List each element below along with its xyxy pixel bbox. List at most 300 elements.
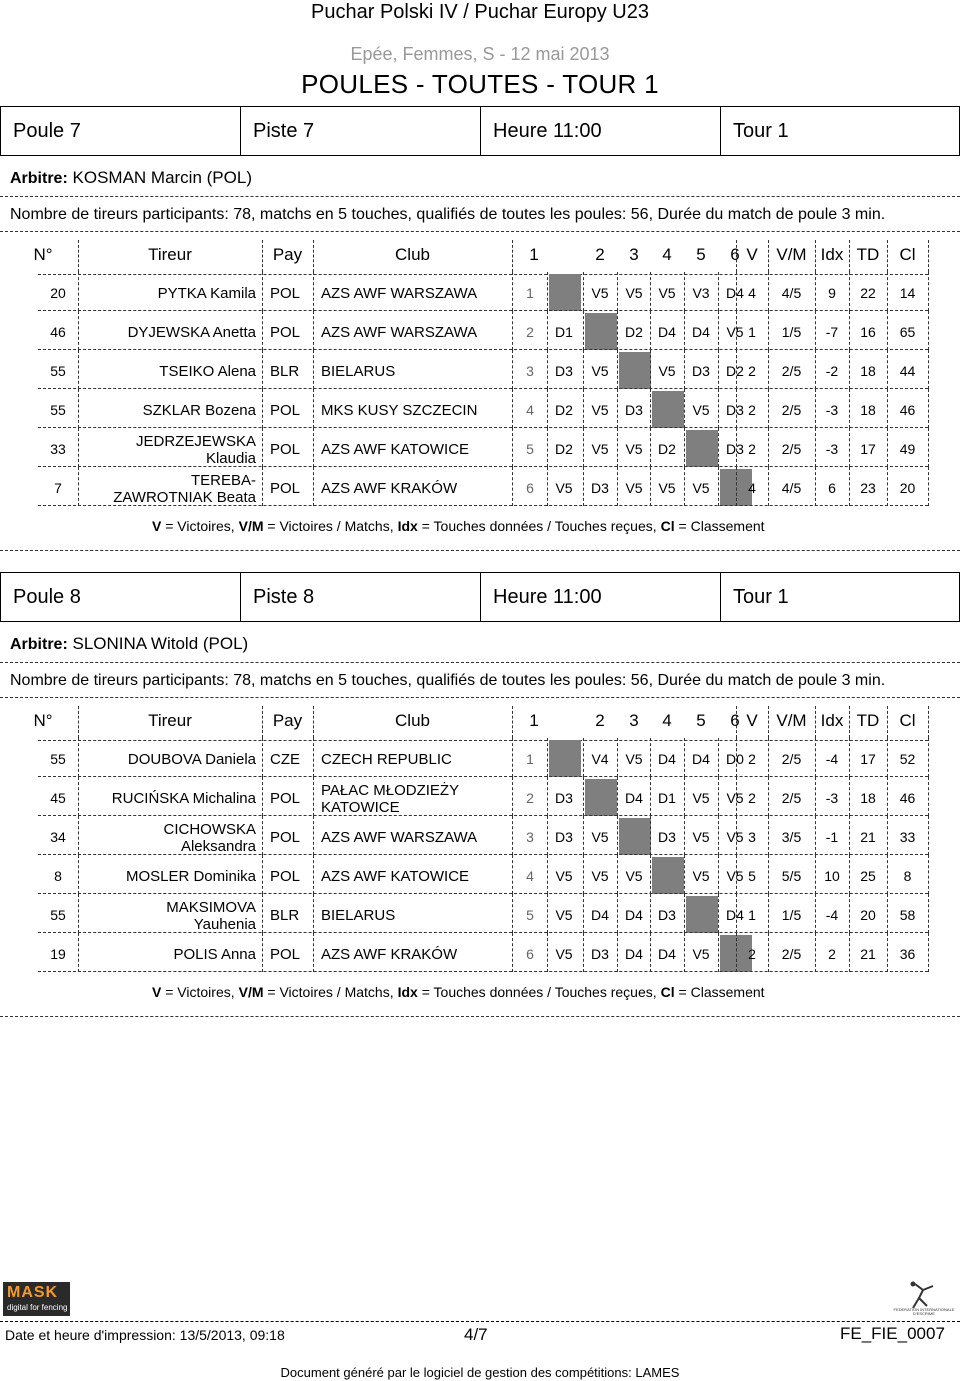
bout-separator bbox=[684, 933, 685, 972]
col-separator bbox=[512, 350, 513, 389]
col-separator bbox=[815, 389, 816, 428]
col-num: N° bbox=[33, 245, 53, 264]
col-separator bbox=[262, 350, 263, 389]
pool-end-divider bbox=[0, 1016, 960, 1017]
bout-separator bbox=[736, 311, 737, 350]
col-separator bbox=[928, 350, 929, 389]
col-separator bbox=[262, 240, 263, 272]
row-td: 18 bbox=[860, 790, 876, 806]
row-club bbox=[321, 781, 511, 816]
row-victories: 4 bbox=[748, 285, 756, 301]
row-divider bbox=[38, 893, 928, 894]
row-victories: 1 bbox=[748, 907, 756, 923]
bout-separator bbox=[684, 467, 685, 506]
bout-separator bbox=[736, 933, 737, 972]
row-cl: 44 bbox=[899, 363, 916, 379]
bout-separator bbox=[583, 738, 584, 777]
row-name bbox=[78, 859, 256, 894]
row-name-line: TSEIKO Alena bbox=[159, 363, 256, 380]
bout-separator bbox=[718, 350, 719, 389]
row-td: 18 bbox=[860, 363, 876, 379]
col-separator bbox=[262, 777, 263, 816]
row-name bbox=[78, 393, 256, 428]
row-vm: 5/5 bbox=[781, 868, 802, 884]
bout-result: D4 bbox=[625, 946, 643, 962]
row-cl: 58 bbox=[899, 907, 916, 923]
legend-idx-key: Idx bbox=[397, 518, 418, 534]
col-separator bbox=[887, 240, 888, 272]
col-separator bbox=[768, 777, 769, 816]
row-idx: -1 bbox=[825, 829, 839, 845]
col-separator bbox=[512, 894, 513, 933]
col-separator bbox=[928, 933, 929, 972]
bout-separator bbox=[736, 272, 737, 311]
bout-separator bbox=[583, 272, 584, 311]
row-cl: 65 bbox=[899, 324, 916, 340]
bout-separator bbox=[583, 855, 584, 894]
bout-separator bbox=[684, 777, 685, 816]
bout-result: D4 bbox=[591, 907, 609, 923]
bout-separator bbox=[650, 428, 651, 467]
col-separator bbox=[262, 428, 263, 467]
row-victories: 2 bbox=[748, 790, 756, 806]
legend-vm-key: V/M bbox=[238, 984, 264, 1000]
divider bbox=[38, 740, 928, 741]
row-position: 5 bbox=[526, 907, 534, 923]
bout-separator bbox=[718, 467, 719, 506]
row-position: 3 bbox=[526, 363, 534, 379]
legend-cl-key: Cl bbox=[660, 518, 675, 534]
bout-separator bbox=[736, 855, 737, 894]
row-name-line: SZKLAR Bozena bbox=[142, 402, 256, 419]
col-vm: V/M bbox=[776, 711, 807, 730]
col-separator bbox=[849, 933, 850, 972]
pool-header bbox=[0, 106, 960, 156]
bout-separator bbox=[617, 894, 618, 933]
bout-separator bbox=[650, 894, 651, 933]
col-separator bbox=[928, 467, 929, 506]
pool-info: Nombre de tireurs participants: 78, matchs en 5 touches, qualifiés de toutes les poules: 56, Durée du match de poule 3 min. bbox=[10, 672, 886, 689]
row-position: 4 bbox=[526, 402, 534, 418]
col-separator bbox=[815, 240, 816, 272]
col-separator bbox=[815, 272, 816, 311]
col-separator bbox=[262, 311, 263, 350]
bout-result: D2 bbox=[555, 441, 573, 457]
row-club-line: MKS KUSY SZCZECIN bbox=[321, 402, 478, 419]
col-separator bbox=[849, 855, 850, 894]
row-td: 25 bbox=[860, 868, 876, 884]
bout-result: D3 bbox=[692, 363, 710, 379]
row-vm: 1/5 bbox=[781, 907, 802, 923]
bout-separator bbox=[718, 389, 719, 428]
legend-cl-text: = Classement bbox=[674, 518, 765, 534]
legend-v-text: = Victoires, bbox=[161, 984, 235, 1000]
bout-separator bbox=[617, 855, 618, 894]
col-club: Club bbox=[395, 711, 430, 730]
bout-result: D3 bbox=[625, 402, 643, 418]
bout-self-cell bbox=[549, 274, 581, 311]
bout-separator bbox=[684, 389, 685, 428]
col-separator bbox=[512, 706, 513, 738]
col-separator bbox=[928, 240, 929, 272]
bout-separator bbox=[617, 467, 618, 506]
row-divider bbox=[38, 815, 928, 816]
bout-separator bbox=[583, 816, 584, 855]
col-separator bbox=[768, 389, 769, 428]
col-separator bbox=[78, 350, 79, 389]
col-pay: Pay bbox=[272, 245, 303, 264]
legend-vm-text: = Victoires / Matchs, bbox=[263, 518, 394, 534]
legend-vm-key: V/M bbox=[238, 518, 264, 534]
bout-result: V5 bbox=[658, 480, 676, 496]
row-position: 1 bbox=[526, 751, 534, 767]
bout-separator bbox=[736, 389, 737, 428]
col-separator bbox=[887, 428, 888, 467]
row-cl: 46 bbox=[899, 790, 916, 806]
row-cl: 49 bbox=[899, 441, 916, 457]
bout-self-cell bbox=[652, 391, 684, 428]
row-idx: -4 bbox=[825, 907, 839, 923]
col-separator bbox=[768, 240, 769, 272]
col-separator bbox=[78, 738, 79, 777]
row-idx: -4 bbox=[825, 751, 839, 767]
bout-self-cell bbox=[686, 430, 718, 467]
row-idx: -3 bbox=[825, 790, 839, 806]
tour-label: Tour 1 bbox=[720, 572, 960, 622]
row-name-line: DOUBOVA Daniela bbox=[127, 751, 256, 768]
bout-result: V5 bbox=[591, 402, 609, 418]
bout-result: V5 bbox=[658, 363, 676, 379]
bout-result: D3 bbox=[555, 829, 573, 845]
bout-separator bbox=[684, 816, 685, 855]
col-separator bbox=[815, 467, 816, 506]
bout-separator bbox=[617, 816, 618, 855]
poule-label: Poule 8 bbox=[0, 572, 240, 622]
col-separator bbox=[313, 706, 314, 738]
row-name bbox=[78, 898, 256, 933]
bout-result: V5 bbox=[555, 907, 573, 923]
col-separator bbox=[78, 272, 79, 311]
row-club-line: PAŁAC MŁODZIEŻY bbox=[321, 781, 460, 799]
bout-separator bbox=[547, 738, 548, 777]
row-td: 21 bbox=[860, 946, 876, 962]
col-separator bbox=[262, 894, 263, 933]
col-separator bbox=[512, 428, 513, 467]
bout-separator bbox=[617, 777, 618, 816]
col-separator bbox=[313, 428, 314, 467]
row-club-line: KATOWICE bbox=[321, 798, 400, 816]
bout-separator bbox=[718, 428, 719, 467]
col-bout-4: 4 bbox=[662, 245, 672, 264]
heure-label: Heure 11:00 bbox=[480, 572, 720, 622]
bout-separator bbox=[617, 350, 618, 389]
row-vm: 2/5 bbox=[781, 946, 802, 962]
row-name bbox=[78, 471, 256, 506]
bout-result: V5 bbox=[625, 285, 643, 301]
bout-separator bbox=[736, 816, 737, 855]
col-separator bbox=[815, 855, 816, 894]
col-separator bbox=[768, 894, 769, 933]
row-club bbox=[321, 937, 511, 972]
col-separator bbox=[887, 467, 888, 506]
row-position: 2 bbox=[526, 790, 534, 806]
col-separator bbox=[313, 777, 314, 816]
document-code: FE_FIE_0007 bbox=[840, 1324, 945, 1343]
col-separator bbox=[768, 855, 769, 894]
row-club bbox=[321, 859, 511, 894]
col-separator bbox=[512, 467, 513, 506]
bout-result: V5 bbox=[591, 363, 609, 379]
row-club bbox=[321, 276, 511, 311]
row-club-line: AZS AWF KATOWICE bbox=[321, 441, 470, 458]
col-bout-2: 2 bbox=[595, 245, 605, 264]
row-num: 55 bbox=[50, 363, 66, 379]
row-victories: 4 bbox=[748, 480, 756, 496]
row-vm: 2/5 bbox=[781, 790, 802, 806]
bout-result: D4 bbox=[625, 790, 643, 806]
bout-separator bbox=[583, 467, 584, 506]
col-separator bbox=[815, 706, 816, 738]
row-td: 20 bbox=[860, 907, 876, 923]
bout-separator bbox=[650, 272, 651, 311]
row-td: 21 bbox=[860, 829, 876, 845]
bout-result: D4 bbox=[726, 907, 744, 923]
mask-logo: MASK digital for fencing bbox=[3, 1282, 70, 1316]
col-separator bbox=[928, 855, 929, 894]
row-name-line: MOSLER Dominika bbox=[125, 868, 256, 885]
bout-result: V5 bbox=[726, 829, 744, 845]
row-vm: 1/5 bbox=[781, 324, 802, 340]
col-separator bbox=[887, 311, 888, 350]
pool-info: Nombre de tireurs participants: 78, matchs en 5 touches, qualifiés de toutes les poules: 56, Durée du match de poule 3 min. bbox=[10, 206, 886, 223]
row-pay: POL bbox=[270, 829, 301, 846]
col-cl: Cl bbox=[899, 245, 916, 264]
row-num: 34 bbox=[50, 829, 66, 845]
row-name-line: Yauhenia bbox=[193, 915, 256, 933]
bout-result: V5 bbox=[625, 751, 643, 767]
col-separator bbox=[313, 311, 314, 350]
divider bbox=[0, 231, 960, 232]
bout-separator bbox=[650, 738, 651, 777]
row-num: 55 bbox=[50, 907, 66, 923]
row-pay: POL bbox=[270, 790, 301, 807]
col-separator bbox=[262, 272, 263, 311]
bout-separator bbox=[583, 428, 584, 467]
bout-result: D3 bbox=[591, 946, 609, 962]
bout-result: V5 bbox=[692, 868, 710, 884]
bout-separator bbox=[736, 777, 737, 816]
row-name bbox=[78, 276, 256, 311]
col-separator bbox=[512, 738, 513, 777]
bout-result: D3 bbox=[555, 790, 573, 806]
bout-separator bbox=[718, 933, 719, 972]
row-num: 55 bbox=[50, 402, 66, 418]
col-separator bbox=[78, 389, 79, 428]
row-idx: -3 bbox=[825, 402, 839, 418]
row-position: 4 bbox=[526, 868, 534, 884]
col-separator bbox=[512, 311, 513, 350]
row-td: 17 bbox=[860, 441, 876, 457]
bout-result: V4 bbox=[591, 751, 609, 767]
bout-separator bbox=[583, 389, 584, 428]
legend bbox=[152, 518, 765, 534]
bout-separator bbox=[583, 311, 584, 350]
row-idx: -2 bbox=[825, 363, 839, 379]
bout-separator bbox=[650, 933, 651, 972]
bout-result: V5 bbox=[625, 441, 643, 457]
col-separator bbox=[262, 389, 263, 428]
col-separator bbox=[313, 894, 314, 933]
bout-result: D4 bbox=[692, 324, 710, 340]
col-separator bbox=[849, 777, 850, 816]
row-victories: 2 bbox=[748, 441, 756, 457]
col-separator bbox=[78, 467, 79, 506]
row-pay: POL bbox=[270, 480, 301, 497]
bout-separator bbox=[583, 777, 584, 816]
bout-separator bbox=[617, 389, 618, 428]
row-pay: POL bbox=[270, 324, 301, 341]
row-victories: 2 bbox=[748, 946, 756, 962]
col-cl: Cl bbox=[899, 711, 916, 730]
row-cl: 36 bbox=[899, 946, 916, 962]
row-club-line: AZS AWF WARSZAWA bbox=[321, 829, 478, 846]
col-bout-2: 2 bbox=[595, 711, 605, 730]
bout-result: V5 bbox=[726, 324, 744, 340]
col-separator bbox=[768, 816, 769, 855]
bout-result: D3 bbox=[591, 480, 609, 496]
row-club-line: AZS AWF KRAKÓW bbox=[321, 480, 458, 497]
bout-separator bbox=[718, 738, 719, 777]
col-separator bbox=[849, 272, 850, 311]
piste-label: Piste 8 bbox=[240, 572, 480, 622]
row-club bbox=[321, 471, 511, 506]
bout-separator bbox=[547, 272, 548, 311]
bout-result: D1 bbox=[555, 324, 573, 340]
col-separator bbox=[815, 777, 816, 816]
bout-separator bbox=[684, 894, 685, 933]
bout-result: V5 bbox=[555, 868, 573, 884]
bout-separator bbox=[547, 467, 548, 506]
bout-result: D1 bbox=[658, 790, 676, 806]
row-club bbox=[321, 432, 511, 467]
col-separator bbox=[928, 816, 929, 855]
col-separator bbox=[815, 816, 816, 855]
col-separator bbox=[849, 240, 850, 272]
bout-result: D2 bbox=[726, 363, 744, 379]
row-cl: 46 bbox=[899, 402, 916, 418]
col-separator bbox=[313, 467, 314, 506]
bout-result: V5 bbox=[726, 790, 744, 806]
bout-result: V5 bbox=[555, 946, 573, 962]
col-separator bbox=[768, 350, 769, 389]
col-separator bbox=[262, 467, 263, 506]
row-num: 7 bbox=[54, 480, 62, 496]
footer-divider bbox=[0, 1321, 960, 1322]
row-num: 8 bbox=[54, 868, 62, 884]
row-pay: POL bbox=[270, 402, 301, 419]
bout-separator bbox=[650, 467, 651, 506]
arbitre-label: Arbitre: bbox=[10, 636, 68, 653]
bout-separator bbox=[583, 894, 584, 933]
legend-idx-text: = Touches données / Touches reçues, bbox=[417, 984, 657, 1000]
row-pay: BLR bbox=[270, 907, 300, 924]
col-separator bbox=[849, 467, 850, 506]
row-divider bbox=[38, 505, 928, 506]
col-bout-4: 4 bbox=[662, 711, 672, 730]
bout-self-cell bbox=[585, 779, 617, 816]
col-separator bbox=[768, 738, 769, 777]
bout-result: D4 bbox=[658, 751, 676, 767]
row-idx: 6 bbox=[828, 480, 836, 496]
col-idx: Idx bbox=[820, 245, 844, 264]
heure-label: Heure 11:00 bbox=[480, 106, 720, 156]
bout-result: D3 bbox=[555, 363, 573, 379]
bout-result: D4 bbox=[658, 946, 676, 962]
legend-vm-text: = Victoires / Matchs, bbox=[263, 984, 394, 1000]
row-club bbox=[321, 742, 511, 777]
bout-result: V5 bbox=[625, 868, 643, 884]
row-name-line: RUCIŃSKA Michalina bbox=[111, 790, 256, 807]
legend bbox=[152, 984, 765, 1000]
col-separator bbox=[262, 738, 263, 777]
row-divider bbox=[38, 349, 928, 350]
col-bout-3: 3 bbox=[629, 711, 639, 730]
col-v: V bbox=[746, 711, 758, 730]
bout-result: V5 bbox=[692, 480, 710, 496]
row-position: 6 bbox=[526, 946, 534, 962]
bout-separator bbox=[650, 816, 651, 855]
row-victories: 1 bbox=[748, 324, 756, 340]
bout-separator bbox=[650, 311, 651, 350]
col-separator bbox=[815, 933, 816, 972]
col-separator bbox=[849, 738, 850, 777]
tour-label: Tour 1 bbox=[720, 106, 960, 156]
bout-separator bbox=[617, 272, 618, 311]
bout-separator bbox=[718, 855, 719, 894]
col-separator bbox=[262, 855, 263, 894]
col-separator bbox=[928, 311, 929, 350]
row-club-line: AZS AWF KATOWICE bbox=[321, 868, 470, 885]
row-club-line: AZS AWF WARSZAWA bbox=[321, 285, 478, 302]
col-bout-5: 5 bbox=[696, 711, 706, 730]
row-name bbox=[78, 742, 256, 777]
col-td: TD bbox=[856, 245, 880, 264]
col-separator bbox=[313, 389, 314, 428]
bout-separator bbox=[718, 816, 719, 855]
row-position: 3 bbox=[526, 829, 534, 845]
arbitre-line bbox=[10, 168, 252, 188]
row-vm: 2/5 bbox=[781, 751, 802, 767]
col-separator bbox=[512, 777, 513, 816]
row-victories: 3 bbox=[748, 829, 756, 845]
bout-self-cell bbox=[652, 857, 684, 894]
col-separator bbox=[736, 240, 737, 272]
col-separator bbox=[849, 350, 850, 389]
col-separator bbox=[815, 738, 816, 777]
bout-separator bbox=[684, 311, 685, 350]
row-td: 16 bbox=[860, 324, 876, 340]
col-separator bbox=[313, 816, 314, 855]
col-separator bbox=[849, 706, 850, 738]
arbitre-name: KOSMAN Marcin (POL) bbox=[67, 168, 252, 187]
row-vm: 3/5 bbox=[781, 829, 802, 845]
poule-label: Poule 7 bbox=[0, 106, 240, 156]
col-bout-5: 5 bbox=[696, 245, 706, 264]
row-name-line: PYTKA Kamila bbox=[157, 285, 256, 302]
bout-result: V3 bbox=[692, 285, 710, 301]
generated-by: Document généré par le logiciel de gestion des compétitions: LAMES bbox=[280, 1365, 680, 1380]
bout-separator bbox=[684, 428, 685, 467]
